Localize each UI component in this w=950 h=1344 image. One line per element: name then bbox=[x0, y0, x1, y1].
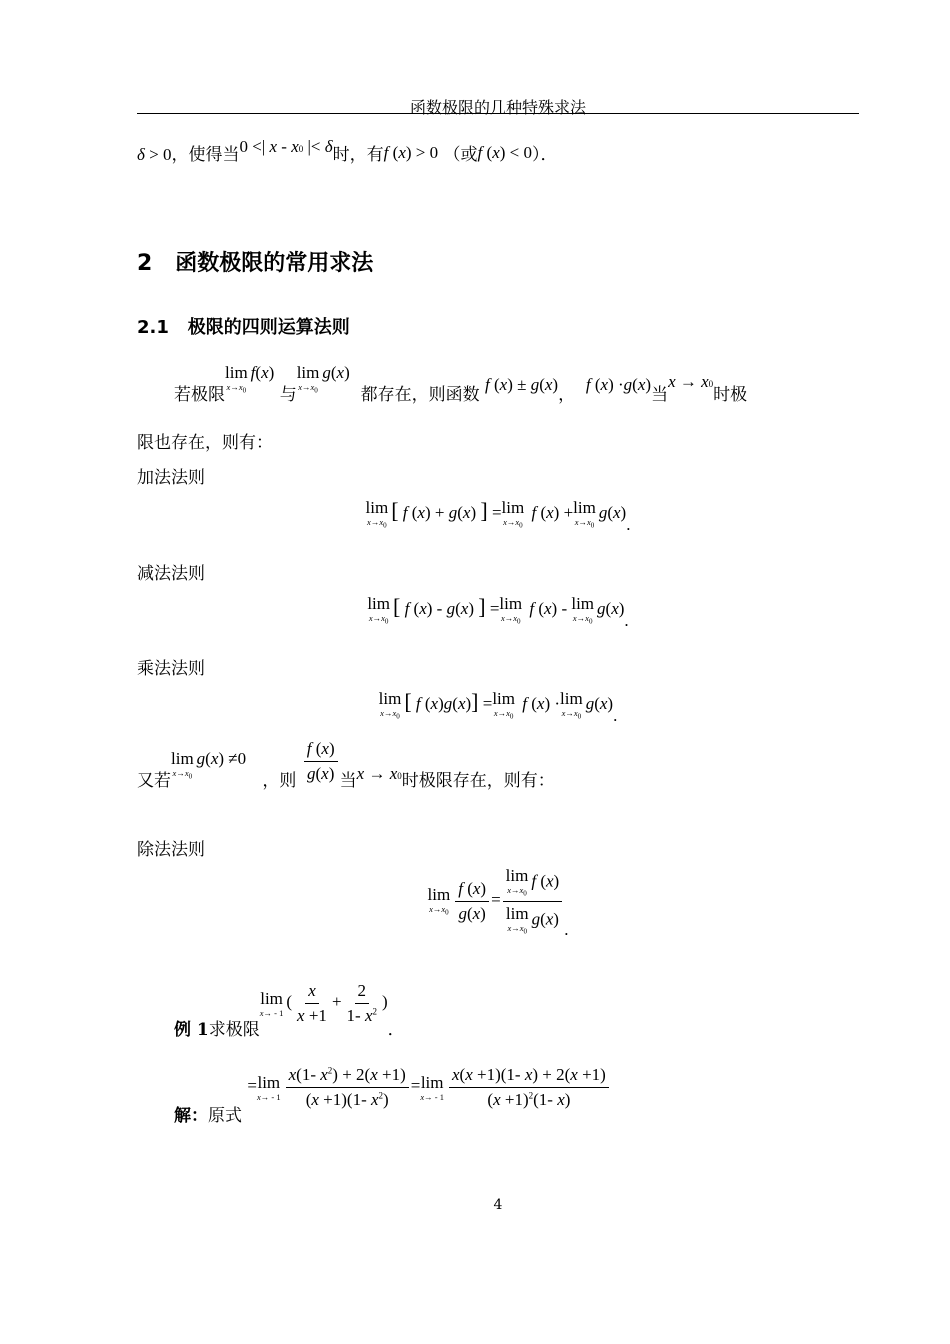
delta-condition: δ bbox=[137, 145, 145, 164]
rule-label-mul: 乘法法则 bbox=[137, 659, 205, 679]
rule-label-sub: 减法法则 bbox=[137, 564, 205, 584]
intro-text-4: ）． bbox=[531, 145, 558, 165]
solution-1: 解：原式 = lim x→ - 1 $\frac{x(1- x^2) + 2(x +1)}{(x +1)(1- x^2)}$ = lim x→ - 1 $\frac{x(x +1)(1- x) + 2(x +1)}{(x +1)^2(1- x)}$ bbox=[174, 1066, 611, 1109]
running-header: 函数极限的几种特殊求法 bbox=[409, 98, 586, 117]
example-1: 例 1求极限 lim x→ - 1 ( $\frac{x}{x +1}$ + $\frac{2}{1- x^2}$ )． bbox=[174, 981, 405, 1041]
section-heading-2: 2 函数极限的常用求法 bbox=[137, 251, 374, 276]
paragraph-limits-exist: 若极限 lim $x\to x_0$ f(x) 与 lim $x\to x_0$ g(x) 都存在，则函数 f (x) ± g(x)， f (x) ·g(x)当x → x0时极 bbox=[174, 363, 748, 405]
intro-text-2: 时，有 bbox=[332, 145, 384, 165]
formula-multiplication: lim $x\to x_0$ [ f (x)g(x)] = lim $x\to x_0$ f (x) · lim $x\to x_0$ g(x). bbox=[378, 688, 618, 725]
formula-subtraction: lim $x\to x_0$ [ f (x) - g(x) ] = lim $x\to x_0$ f (x) - lim $x\to x_0$ g(x). bbox=[367, 593, 629, 630]
page-number: 4 bbox=[493, 1197, 503, 1213]
header-rule bbox=[137, 113, 859, 114]
rule-label-div: 除法法则 bbox=[137, 840, 205, 860]
formula-addition: lim $x\to x_0$ [ f (x) + g(x) ] = lim $x\to x_0$ f (x) + lim $x\to x_0$ g(x). bbox=[365, 497, 631, 534]
intro-line: δ > 0，使得当0 <| x - x0 |< δ时，有f (x) > 0 （或f (x) < 0）． bbox=[137, 137, 558, 165]
formula-division: lim $x\to x_0$ $\frac{f (x)}{g(x)}$ = lim $x\to x_0$ f (x) lim $x\to x_0$ g(x) . bbox=[427, 866, 569, 940]
paragraph-division-condition: 又若 lim $x\to x_0$ g(x) ≠0 ，则 $\frac{f (x)}{g(x)}$ 当x → x0时极限存在，则有： bbox=[137, 739, 555, 791]
paragraph-limits-exist-cont: 限也存在，则有： bbox=[137, 433, 273, 453]
intro-text-3: （或 bbox=[443, 145, 478, 165]
rule-label-add: 加法法则 bbox=[137, 468, 205, 488]
section-heading-2-1: 2.1 极限的四则运算法则 bbox=[137, 317, 350, 338]
intro-text-1: ，使得当 bbox=[171, 145, 240, 165]
